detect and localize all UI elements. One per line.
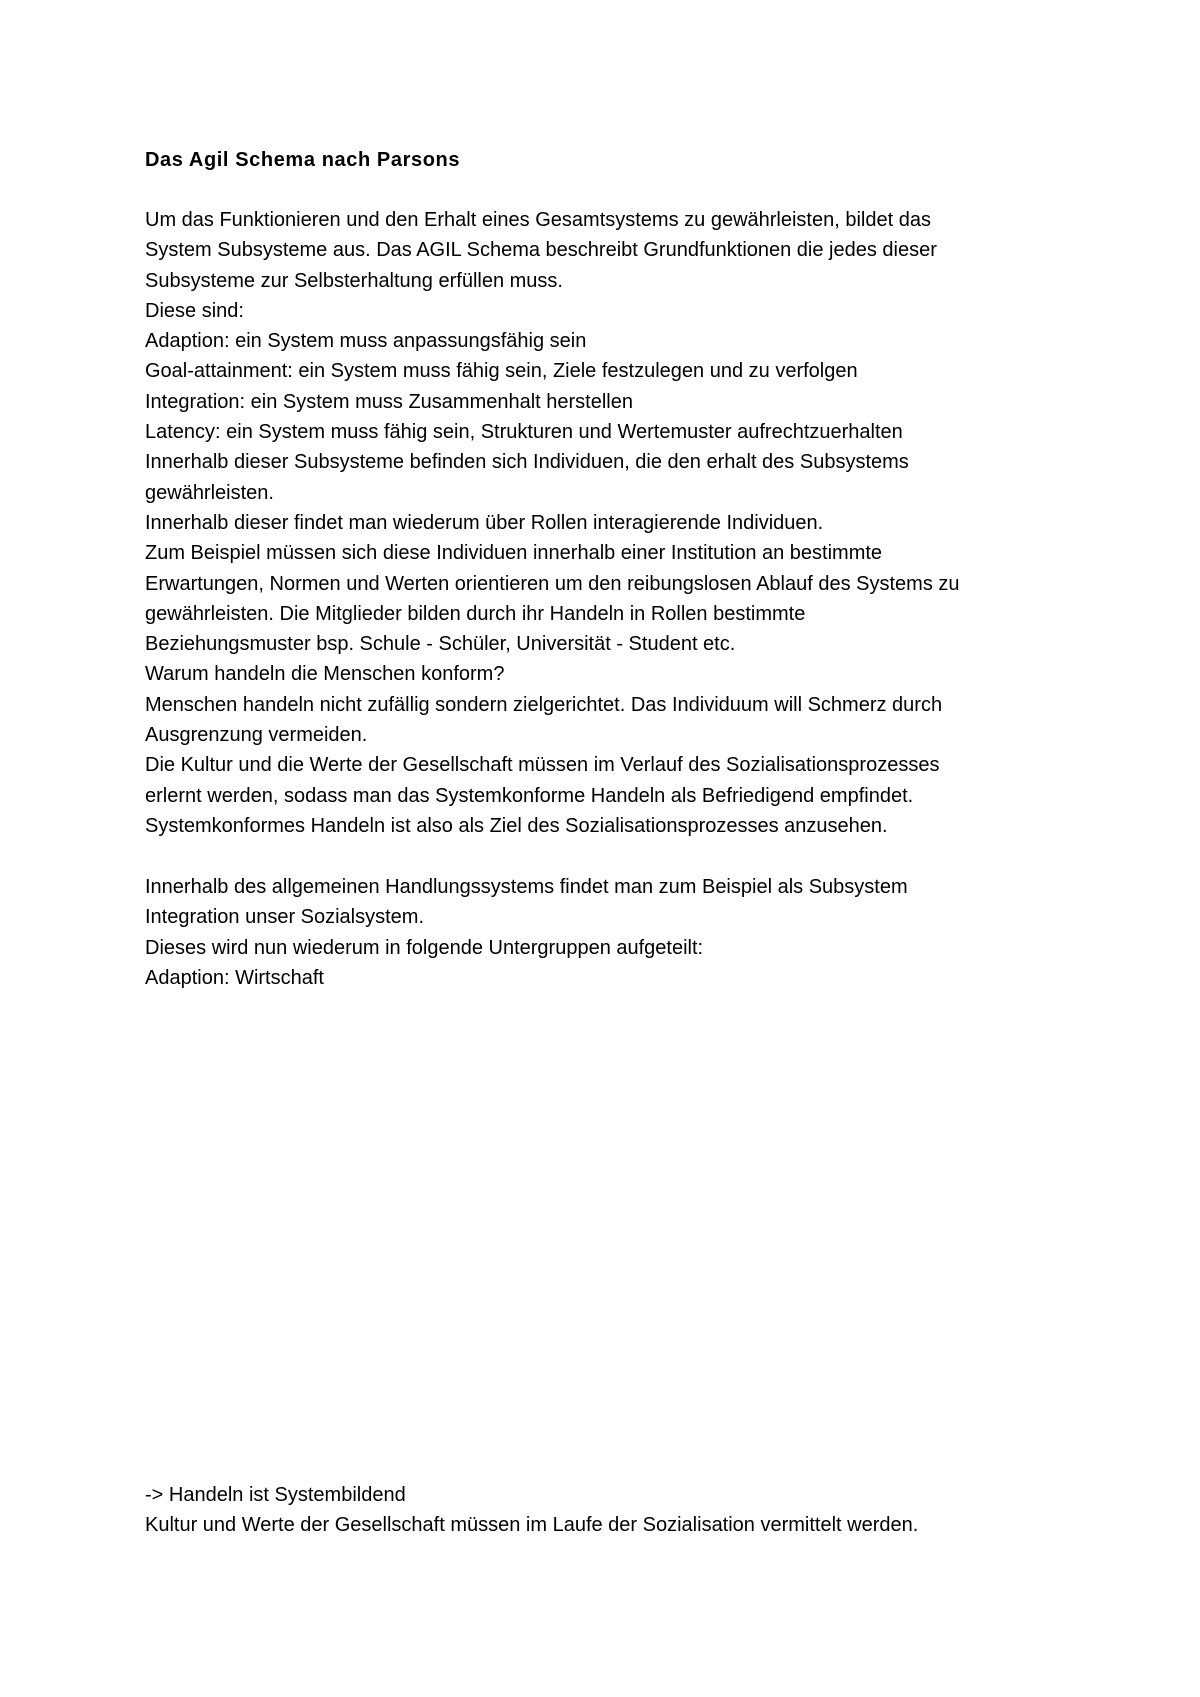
text-line: Zum Beispiel müssen sich diese Individuen innerhalb einer Institution an bestimmte [145, 542, 883, 565]
text-line: Um das Funktionieren und den Erhalt eines Gesamtsystems zu gewährleisten, bildet das [145, 209, 931, 231]
text-line: gewährleisten. Die Mitglieder bilden durch ihr Handeln in Rollen bestimmte [145, 602, 806, 625]
text-line: Beziehungsmuster bsp. Schule - Schüler, Universität - Student etc. [145, 633, 736, 656]
document-title: Das Agil Schema nach Parsons [145, 149, 461, 171]
text-line: Kultur und Werte der Gesellschaft müssen im Laufe der Sozialisation vermittelt werden. [145, 1514, 919, 1537]
text-line: gewährleisten. [145, 481, 274, 504]
text-line: erlernt werden, sodass man das Systemkonforme Handeln als Befriedigend empfindet. [145, 784, 914, 807]
text-line: Goal-attainment: ein System muss fähig sein, Ziele festzulegen und zu verfolgen [145, 360, 858, 383]
text-line: Innerhalb des allgemeinen Handlungssystems findet man zum Beispiel als Subsystem [145, 876, 908, 898]
text-line: Systemkonformes Handeln ist also als Ziel des Sozialisationsprozesses anzusehen. [145, 814, 888, 837]
text-line: Dieses wird nun wiederum in folgende Untergruppen aufgeteilt: [145, 936, 704, 959]
text-line: Adaption: Wirtschaft [145, 966, 324, 989]
text-line: -> Handeln ist Systembildend [145, 1484, 406, 1506]
main-paragraph [145, 205, 1145, 841]
text-line: Erwartungen, Normen und Werten orientieren um den reibungslosen Ablauf des Systems zu [145, 572, 960, 595]
text-line: System Subsysteme aus. Das AGIL Schema beschreibt Grundfunktionen die jedes dieser [145, 239, 937, 262]
text-line: Integration unser Sozialsystem. [145, 906, 425, 929]
text-line: Innerhalb dieser Subsysteme befinden sich Individuen, die den erhalt des Subsystems [145, 451, 909, 474]
text-line: Adaption: ein System muss anpassungsfähig sein [145, 330, 587, 353]
text-line: Innerhalb dieser findet man wiederum über Rollen interagierende Individuen. [145, 511, 824, 534]
text-line: Die Kultur und die Werte der Gesellschaft müssen im Verlauf des Sozialisationsprozesses [145, 754, 940, 777]
text-line: Diese sind: [145, 299, 244, 322]
text-line: Subsysteme zur Selbsterhaltung erfüllen muss. [145, 269, 563, 292]
text-line: Ausgrenzung vermeiden. [145, 724, 368, 747]
second-paragraph [145, 872, 1145, 993]
text-line: Warum handeln die Menschen konform? [145, 663, 505, 686]
text-line: Latency: ein System muss fähig sein, Strukturen und Wertemuster aufrechtzuerhalten [145, 421, 903, 444]
text-line: Menschen handeln nicht zufällig sondern zielgerichtet. Das Individuum will Schmerz durch [145, 693, 943, 716]
text-line: Integration: ein System muss Zusammenhalt herstellen [145, 390, 633, 413]
footer-paragraph [145, 1480, 1145, 1541]
